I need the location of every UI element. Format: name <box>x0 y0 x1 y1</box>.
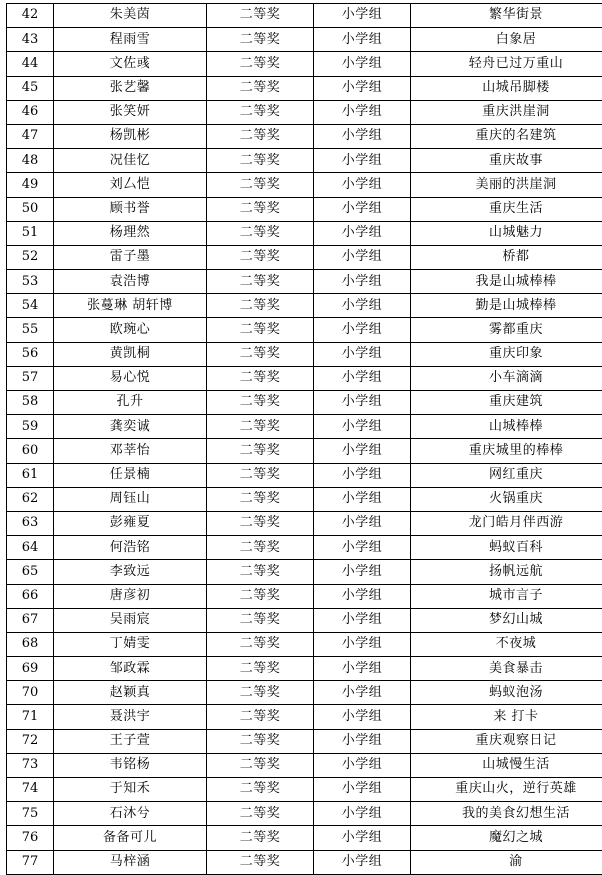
cell-prize: 二等奖 <box>207 197 314 221</box>
cell-work: 美食暴击 <box>411 657 602 681</box>
award-list-table <box>6 3 602 875</box>
table-row <box>7 681 602 705</box>
cell-prize: 二等奖 <box>207 149 314 173</box>
cell-number: 72 <box>7 729 54 753</box>
cell-prize: 二等奖 <box>207 124 314 148</box>
cell-number: 68 <box>7 632 54 656</box>
cell-name: 张蔓琳 胡轩博 <box>54 294 207 318</box>
cell-work: 渝 <box>411 850 602 874</box>
table-row <box>7 221 602 245</box>
cell-group: 小学组 <box>314 221 411 245</box>
cell-group: 小学组 <box>314 4 411 28</box>
cell-group: 小学组 <box>314 100 411 124</box>
cell-prize: 二等奖 <box>207 173 314 197</box>
cell-number: 65 <box>7 560 54 584</box>
table-row <box>7 28 602 52</box>
cell-prize: 二等奖 <box>207 270 314 294</box>
cell-number: 61 <box>7 463 54 487</box>
cell-group: 小学组 <box>314 705 411 729</box>
cell-number: 57 <box>7 366 54 390</box>
cell-prize: 二等奖 <box>207 439 314 463</box>
cell-name: 任景楠 <box>54 463 207 487</box>
cell-number: 50 <box>7 197 54 221</box>
cell-work: 重庆城里的棒棒 <box>411 439 602 463</box>
cell-number: 42 <box>7 4 54 28</box>
cell-group: 小学组 <box>314 245 411 269</box>
cell-group: 小学组 <box>314 149 411 173</box>
cell-group: 小学组 <box>314 681 411 705</box>
cell-name: 何浩铭 <box>54 536 207 560</box>
cell-group: 小学组 <box>314 294 411 318</box>
cell-number: 43 <box>7 28 54 52</box>
cell-number: 76 <box>7 826 54 850</box>
cell-prize: 二等奖 <box>207 657 314 681</box>
cell-prize: 二等奖 <box>207 753 314 777</box>
cell-work: 山城吊脚楼 <box>411 76 602 100</box>
cell-work: 勤是山城棒棒 <box>411 294 602 318</box>
cell-name: 况佳忆 <box>54 149 207 173</box>
cell-number: 55 <box>7 318 54 342</box>
cell-prize: 二等奖 <box>207 76 314 100</box>
cell-name: 彭雍夏 <box>54 511 207 535</box>
cell-number: 54 <box>7 294 54 318</box>
cell-prize: 二等奖 <box>207 536 314 560</box>
cell-prize: 二等奖 <box>207 100 314 124</box>
table-row <box>7 584 602 608</box>
cell-prize: 二等奖 <box>207 294 314 318</box>
table-row <box>7 318 602 342</box>
cell-work: 山城魅力 <box>411 221 602 245</box>
table-row <box>7 487 602 511</box>
cell-number: 75 <box>7 802 54 826</box>
cell-group: 小学组 <box>314 850 411 874</box>
cell-number: 46 <box>7 100 54 124</box>
cell-number: 74 <box>7 778 54 802</box>
cell-name: 于知禾 <box>54 778 207 802</box>
cell-name: 邹政霖 <box>54 657 207 681</box>
cell-group: 小学组 <box>314 270 411 294</box>
cell-number: 60 <box>7 439 54 463</box>
table-row <box>7 342 602 366</box>
cell-name: 杨凯彬 <box>54 124 207 148</box>
cell-work: 网红重庆 <box>411 463 602 487</box>
cell-work: 美丽的洪崖洞 <box>411 173 602 197</box>
cell-number: 77 <box>7 850 54 874</box>
cell-number: 45 <box>7 76 54 100</box>
table-row <box>7 270 602 294</box>
cell-name: 程雨雪 <box>54 28 207 52</box>
cell-prize: 二等奖 <box>207 342 314 366</box>
cell-prize: 二等奖 <box>207 366 314 390</box>
table-row <box>7 245 602 269</box>
cell-prize: 二等奖 <box>207 826 314 850</box>
cell-group: 小学组 <box>314 173 411 197</box>
cell-work: 重庆洪崖洞 <box>411 100 602 124</box>
cell-work: 雾都重庆 <box>411 318 602 342</box>
cell-name: 王子萱 <box>54 729 207 753</box>
cell-name: 孔升 <box>54 391 207 415</box>
cell-name: 文佐彧 <box>54 52 207 76</box>
cell-work: 城市言子 <box>411 584 602 608</box>
table-row <box>7 415 602 439</box>
table-row <box>7 632 602 656</box>
cell-group: 小学组 <box>314 391 411 415</box>
cell-group: 小学组 <box>314 632 411 656</box>
cell-prize: 二等奖 <box>207 487 314 511</box>
cell-name: 袁浩博 <box>54 270 207 294</box>
cell-number: 67 <box>7 608 54 632</box>
cell-number: 59 <box>7 415 54 439</box>
cell-prize: 二等奖 <box>207 608 314 632</box>
cell-prize: 二等奖 <box>207 729 314 753</box>
cell-name: 吴雨宸 <box>54 608 207 632</box>
cell-work: 繁华街景 <box>411 4 602 28</box>
cell-number: 71 <box>7 705 54 729</box>
cell-prize: 二等奖 <box>207 4 314 28</box>
cell-prize: 二等奖 <box>207 318 314 342</box>
cell-number: 48 <box>7 149 54 173</box>
cell-number: 73 <box>7 753 54 777</box>
cell-work: 不夜城 <box>411 632 602 656</box>
table-row <box>7 124 602 148</box>
cell-group: 小学组 <box>314 318 411 342</box>
cell-prize: 二等奖 <box>207 511 314 535</box>
cell-group: 小学组 <box>314 124 411 148</box>
cell-number: 53 <box>7 270 54 294</box>
cell-group: 小学组 <box>314 415 411 439</box>
table-row <box>7 511 602 535</box>
table-row <box>7 705 602 729</box>
cell-work: 梦幻山城 <box>411 608 602 632</box>
cell-prize: 二等奖 <box>207 802 314 826</box>
cell-work: 重庆山火，逆行英雄 <box>411 778 602 802</box>
cell-work: 扬帆远航 <box>411 560 602 584</box>
cell-work: 蚂蚁泡汤 <box>411 681 602 705</box>
cell-number: 44 <box>7 52 54 76</box>
cell-name: 朱美茵 <box>54 4 207 28</box>
cell-work: 重庆观察日记 <box>411 729 602 753</box>
cell-number: 70 <box>7 681 54 705</box>
cell-group: 小学组 <box>314 487 411 511</box>
cell-group: 小学组 <box>314 560 411 584</box>
cell-work: 桥都 <box>411 245 602 269</box>
table-row <box>7 729 602 753</box>
cell-number: 69 <box>7 657 54 681</box>
cell-group: 小学组 <box>314 536 411 560</box>
cell-work: 我的美食幻想生活 <box>411 802 602 826</box>
cell-prize: 二等奖 <box>207 560 314 584</box>
cell-prize: 二等奖 <box>207 245 314 269</box>
table-row <box>7 802 602 826</box>
cell-group: 小学组 <box>314 28 411 52</box>
cell-prize: 二等奖 <box>207 28 314 52</box>
table-row <box>7 173 602 197</box>
cell-number: 62 <box>7 487 54 511</box>
cell-number: 47 <box>7 124 54 148</box>
cell-group: 小学组 <box>314 463 411 487</box>
cell-work: 蚂蚁百科 <box>411 536 602 560</box>
cell-work: 来 打卡 <box>411 705 602 729</box>
cell-prize: 二等奖 <box>207 391 314 415</box>
cell-work: 山城棒棒 <box>411 415 602 439</box>
cell-group: 小学组 <box>314 826 411 850</box>
table-row <box>7 294 602 318</box>
cell-work: 山城慢生活 <box>411 753 602 777</box>
table-row <box>7 536 602 560</box>
cell-name: 邓莘怡 <box>54 439 207 463</box>
cell-work: 龙门皓月伴西游 <box>411 511 602 535</box>
cell-name: 唐彦初 <box>54 584 207 608</box>
cell-work: 白象居 <box>411 28 602 52</box>
cell-work: 重庆建筑 <box>411 391 602 415</box>
table-row <box>7 850 602 874</box>
cell-group: 小学组 <box>314 753 411 777</box>
cell-name: 丁婧雯 <box>54 632 207 656</box>
cell-work: 小车滴滴 <box>411 366 602 390</box>
cell-group: 小学组 <box>314 52 411 76</box>
cell-group: 小学组 <box>314 778 411 802</box>
cell-group: 小学组 <box>314 197 411 221</box>
cell-prize: 二等奖 <box>207 584 314 608</box>
cell-prize: 二等奖 <box>207 632 314 656</box>
table-row <box>7 657 602 681</box>
cell-number: 64 <box>7 536 54 560</box>
table-row <box>7 100 602 124</box>
cell-work: 重庆故事 <box>411 149 602 173</box>
table-row <box>7 439 602 463</box>
cell-name: 刘厶恺 <box>54 173 207 197</box>
table-row <box>7 4 602 28</box>
cell-prize: 二等奖 <box>207 221 314 245</box>
cell-name: 周钰山 <box>54 487 207 511</box>
cell-name: 欧琬心 <box>54 318 207 342</box>
cell-name: 韦铭杨 <box>54 753 207 777</box>
cell-name: 李致远 <box>54 560 207 584</box>
cell-group: 小学组 <box>314 729 411 753</box>
table-row <box>7 52 602 76</box>
table-row <box>7 753 602 777</box>
cell-number: 66 <box>7 584 54 608</box>
cell-group: 小学组 <box>314 366 411 390</box>
cell-group: 小学组 <box>314 657 411 681</box>
cell-work: 重庆生活 <box>411 197 602 221</box>
cell-prize: 二等奖 <box>207 778 314 802</box>
cell-prize: 二等奖 <box>207 415 314 439</box>
cell-name: 张艺馨 <box>54 76 207 100</box>
table-row <box>7 197 602 221</box>
table-row <box>7 778 602 802</box>
cell-work: 重庆的名建筑 <box>411 124 602 148</box>
cell-name: 黄凯桐 <box>54 342 207 366</box>
cell-group: 小学组 <box>314 802 411 826</box>
cell-group: 小学组 <box>314 76 411 100</box>
cell-work: 轻舟已过万重山 <box>411 52 602 76</box>
table-row <box>7 826 602 850</box>
cell-prize: 二等奖 <box>207 52 314 76</box>
cell-name: 杨理然 <box>54 221 207 245</box>
cell-work: 魔幻之城 <box>411 826 602 850</box>
cell-number: 58 <box>7 391 54 415</box>
cell-number: 51 <box>7 221 54 245</box>
award-list-body <box>7 4 602 875</box>
cell-group: 小学组 <box>314 608 411 632</box>
cell-work: 火锅重庆 <box>411 487 602 511</box>
cell-name: 易心悦 <box>54 366 207 390</box>
cell-name: 石沐兮 <box>54 802 207 826</box>
table-row <box>7 560 602 584</box>
cell-number: 49 <box>7 173 54 197</box>
cell-prize: 二等奖 <box>207 681 314 705</box>
table-row <box>7 391 602 415</box>
cell-prize: 二等奖 <box>207 705 314 729</box>
cell-name: 备备可儿 <box>54 826 207 850</box>
cell-number: 52 <box>7 245 54 269</box>
cell-name: 聂洪宇 <box>54 705 207 729</box>
cell-name: 雷子墨 <box>54 245 207 269</box>
cell-number: 63 <box>7 511 54 535</box>
cell-name: 龚奕诚 <box>54 415 207 439</box>
cell-name: 张笑妍 <box>54 100 207 124</box>
cell-work: 我是山城棒棒 <box>411 270 602 294</box>
table-row <box>7 366 602 390</box>
cell-name: 赵颖真 <box>54 681 207 705</box>
cell-group: 小学组 <box>314 511 411 535</box>
cell-group: 小学组 <box>314 584 411 608</box>
table-row <box>7 76 602 100</box>
table-row <box>7 463 602 487</box>
cell-name: 顾书誉 <box>54 197 207 221</box>
cell-prize: 二等奖 <box>207 850 314 874</box>
cell-work: 重庆印象 <box>411 342 602 366</box>
cell-prize: 二等奖 <box>207 463 314 487</box>
cell-group: 小学组 <box>314 342 411 366</box>
cell-number: 56 <box>7 342 54 366</box>
cell-name: 马梓涵 <box>54 850 207 874</box>
table-row <box>7 608 602 632</box>
cell-group: 小学组 <box>314 439 411 463</box>
table-row <box>7 149 602 173</box>
